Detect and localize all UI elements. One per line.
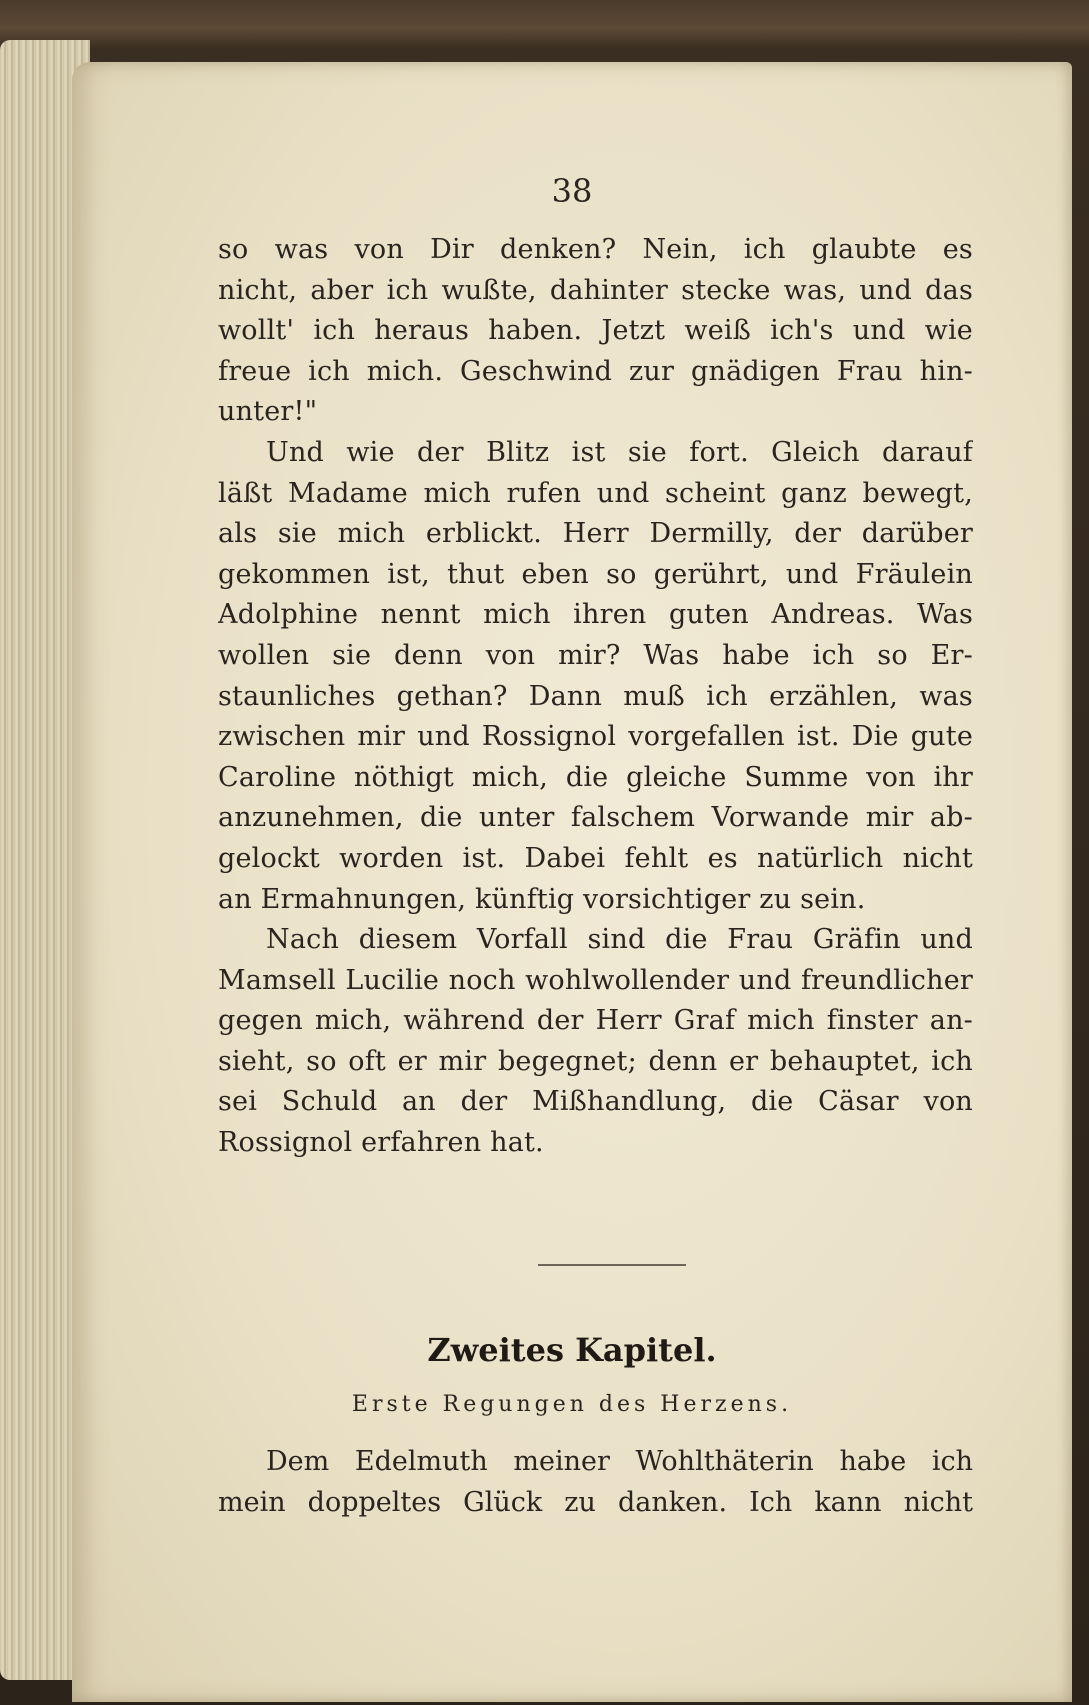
text-line: als sie mich erblickt. Herr Dermilly, der darüber [218, 518, 973, 550]
text-line: zwischen mir und Rossignol vorgefallen ist. Die gute [218, 721, 973, 753]
section-divider [538, 1264, 686, 1266]
text-line: mein doppeltes Glück zu danken. Ich kann nicht [218, 1486, 973, 1518]
text-line: gegen mich, während der Herr Graf mich finster an- [218, 1005, 973, 1037]
book-page [72, 62, 1072, 1702]
text-line: wollen sie denn von mir? Was habe ich so Er- [218, 639, 973, 671]
text-line: wollt' ich heraus haben. Jetzt weiß ich's und wie [218, 315, 973, 347]
body-text [218, 230, 973, 1164]
text-line: läßt Madame mich rufen und scheint ganz bewegt, [218, 477, 973, 509]
text-line: anzunehmen, die unter falschem Vorwande mir ab- [218, 802, 973, 834]
chapter-subtitle: Erste Regungen des Herzens. [351, 1392, 793, 1417]
text-line: gelockt worden ist. Dabei fehlt es natürlich nicht [218, 842, 973, 874]
chapter-title: Zweites Kapitel. [427, 1331, 717, 1369]
page-number: 38 [551, 172, 593, 210]
text-line: Caroline nöthigt mich, die gleiche Summe von ihr [218, 761, 973, 793]
chapter-body-text [218, 1442, 973, 1523]
text-line: nicht, aber ich wußte, dahinter stecke was, und das [218, 274, 973, 306]
text-line: Nach diesem Vorfall sind die Frau Gräfin und [266, 924, 973, 956]
text-line: Mamsell Lucilie noch wohlwollender und freundlicher [218, 964, 973, 996]
text-line: Adolphine nennt mich ihren guten Andreas. Was [218, 599, 973, 631]
text-line: so was von Dir denken? Nein, ich glaubte es [218, 234, 973, 265]
text-line: Dem Edelmuth meiner Wohlthäterin habe ich [266, 1446, 973, 1477]
book-cover-edge [0, 0, 1089, 48]
text-line: sei Schuld an der Mißhandlung, die Cäsar von [218, 1086, 973, 1118]
text-line: Rossignol erfahren hat. [218, 1127, 544, 1159]
text-line: gekommen ist, thut eben so gerührt, und Fräulein [218, 558, 973, 590]
text-line: an Ermahnungen, künftig vorsichtiger zu sein. [218, 883, 866, 915]
text-line: freue ich mich. Geschwind zur gnädigen Frau hin- [218, 355, 973, 387]
text-line: unter!" [218, 396, 318, 428]
text-line: Und wie der Blitz ist sie fort. Gleich darauf [266, 436, 973, 468]
text-line: sieht, so oft er mir begegnet; denn er behauptet, ich [218, 1045, 973, 1077]
text-line: staunliches gethan? Dann muß ich erzählen, was [218, 680, 973, 712]
